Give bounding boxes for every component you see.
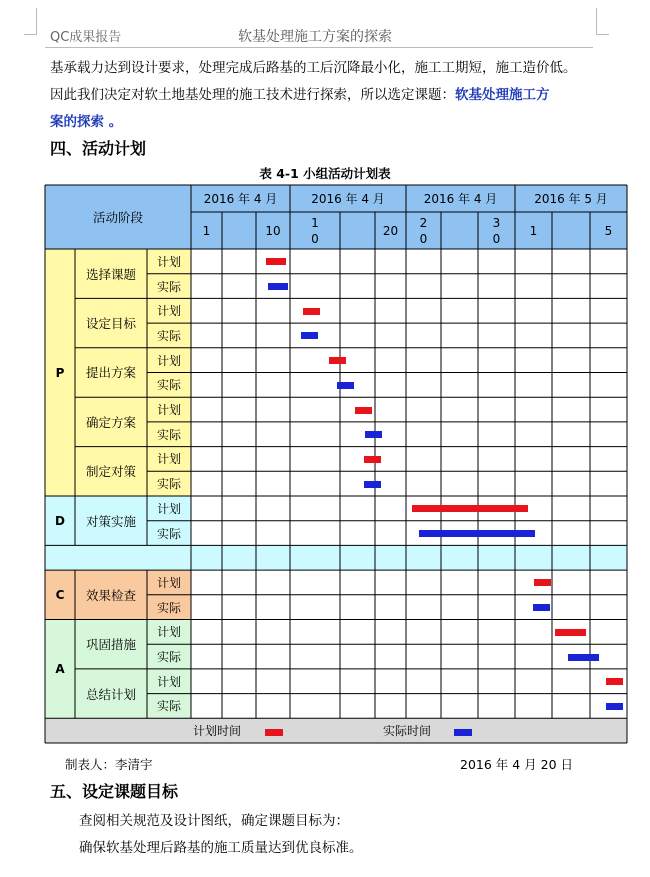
legend-actual-swatch [454,729,472,736]
activity-1: 选择课题 [85,266,136,282]
month-header-4: 2016 年 5 月 [534,192,608,206]
plan-bar-11 [412,505,528,512]
actual-label-5: 实际 [156,477,181,492]
plan-label-9: 计划 [156,674,181,689]
day-header-9: 3 0 [492,215,501,246]
month-header-2: 2016 年 4 月 [311,192,385,206]
day-header-7: 2 0 [419,215,428,246]
stage-header: 活动阶段 [92,210,143,225]
month-header-1: 2016 年 4 月 [203,192,278,206]
actual-bar-12 [419,530,535,537]
topic-text-a: 软基处理施工方 [455,87,550,103]
legend-background [45,718,627,743]
plan-bar-15 [555,629,586,636]
activity-9: 总结计划 [85,686,136,702]
day-header-12: 5 [604,223,613,238]
actual-label-9: 实际 [156,699,181,714]
topic-text-b: 案的探索 。 [50,114,123,130]
activity-5: 制定对策 [85,464,136,480]
activity-3: 提出方案 [85,365,136,381]
actual-label-6: 实际 [156,526,181,541]
legend-plan-label: 计划时间 [193,723,242,738]
legend-actual-label: 实际时间 [383,723,432,738]
plan-label-4: 计划 [156,403,181,418]
activity-7: 效果检查 [85,587,136,603]
table-date: 2016 年 4 月 20 日 [460,757,574,772]
intro-line-2-text: 因此我们决定对软土地基处理的施工技术进行探索，所以选定课题： [50,87,455,103]
phase-a: A [55,661,65,676]
plan-label-7: 计划 [156,575,181,590]
plan-bar-7 [355,407,372,414]
day-header-8 [441,212,478,249]
day-header-3: 10 [265,223,281,238]
activity-8: 巩固措施 [85,637,136,653]
table-maker: 制表人：李清宇 [65,757,153,772]
header-left: QC成果报告 [50,30,122,45]
section-4-title: 四、活动计划 [50,139,147,158]
plan-label-2: 计划 [156,304,181,319]
day-header-4: 1 0 [311,215,319,246]
actual-bar-2 [268,283,288,290]
activity-6: 对策实施 [85,513,136,529]
actual-bar-18 [606,703,623,710]
actual-label-8: 实际 [156,650,181,665]
actual-bar-4 [301,332,318,339]
actual-bar-16 [568,654,599,661]
plan-label-8: 计划 [156,625,181,640]
actual-label-1: 实际 [156,279,181,294]
blank-row-background [45,545,627,570]
day-header-10: 1 [529,223,538,238]
actual-label-4: 实际 [156,427,181,442]
plan-bar-9 [364,456,381,463]
legend-plan-swatch [265,729,283,736]
actual-label-2: 实际 [156,328,181,343]
day-header-2 [222,212,256,249]
plan-label-5: 计划 [156,452,181,467]
actual-bar-8 [365,431,382,438]
plan-label-6: 计划 [156,501,181,516]
actual-bar-6 [337,382,354,389]
plan-bar-13 [534,579,551,586]
day-header-1: 1 [202,223,211,238]
intro-line-1: 基承载力达到设计要求，处理完成后路基的工后沉降最小化，施工工期短，施工造价低。 [50,60,577,76]
plan-bar-1 [266,258,286,265]
table-caption: 表 4-1 小组活动计划表 [259,166,391,181]
phase-d: D [55,513,65,528]
day-header-6: 20 [382,223,399,238]
phase-p: P [55,365,65,380]
section-5-line-1: 查阅相关规范及设计图纸，确定课题目标为： [79,813,349,829]
day-header-5 [340,212,375,249]
actual-label-3: 实际 [156,378,181,393]
plan-label-3: 计划 [156,353,181,368]
section-5-line-2: 确保软基处理后路基的施工质量达到优良标准。 [79,840,363,856]
phase-c: C [55,587,65,602]
day-header-11 [552,212,590,249]
plan-bar-3 [303,308,320,315]
actual-bar-10 [364,481,381,488]
month-header-3: 2016 年 4 月 [423,192,498,206]
plan-label-1: 计划 [156,254,181,269]
section-5-title: 五、设定课题目标 [50,782,179,801]
activity-2: 设定目标 [85,316,136,332]
actual-label-7: 实际 [156,600,181,615]
activity-4: 确定方案 [85,414,136,430]
plan-bar-5 [329,357,346,364]
plan-bar-17 [606,678,623,685]
actual-bar-14 [533,604,550,611]
header-title: 软基处理施工方案的探索 [238,29,392,45]
